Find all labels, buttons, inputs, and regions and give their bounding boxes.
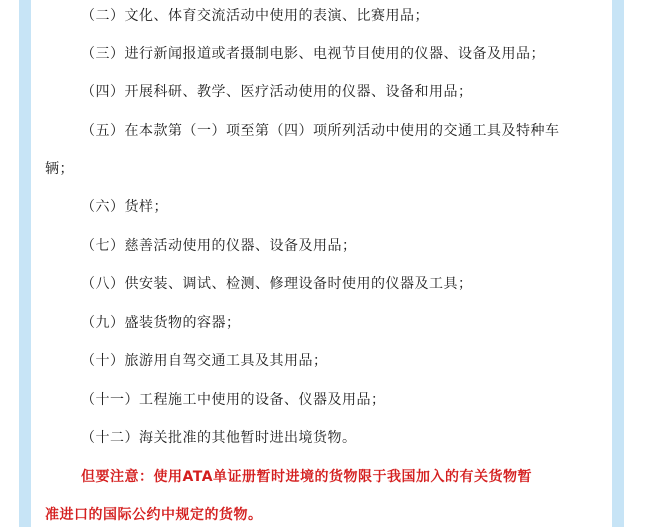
notice-line: 但要注意：使用ATA单证册暂时进境的货物限于我国加入的有关货物暂 [81, 469, 533, 485]
list-item: （六）货样； [81, 199, 168, 215]
list-item: （十二）海关批准的其他暂时进出境货物。 [81, 430, 357, 446]
list-item: （四）开展科研、教学、医疗活动使用的仪器、设备和用品； [81, 84, 473, 100]
list-item: （五）在本款第（一）项至第（四）项所列活动中使用的交通工具及特种车 [81, 123, 560, 139]
list-item: （七）慈善活动使用的仪器、设备及用品； [81, 238, 357, 254]
list-item: （十）旅游用自驾交通工具及其用品； [81, 353, 328, 369]
notice-line-continuation: 准进口的国际公约中规定的货物。 [45, 507, 263, 523]
article-body [31, 0, 612, 527]
list-item-continuation: 辆； [45, 161, 74, 177]
list-item: （十一）工程施工中使用的设备、仪器及用品； [81, 392, 386, 408]
list-item: （二）文化、体育交流活动中使用的表演、比赛用品； [81, 8, 429, 24]
list-item: （三）进行新闻报道或者摄制电影、电视节目使用的仪器、设备及用品； [81, 46, 545, 62]
right-border [612, 0, 624, 527]
list-item: （八）供安装、调试、检测、修理设备时使用的仪器及工具； [81, 276, 473, 292]
left-border [19, 0, 31, 527]
list-item: （九）盛装货物的容器； [81, 315, 241, 331]
